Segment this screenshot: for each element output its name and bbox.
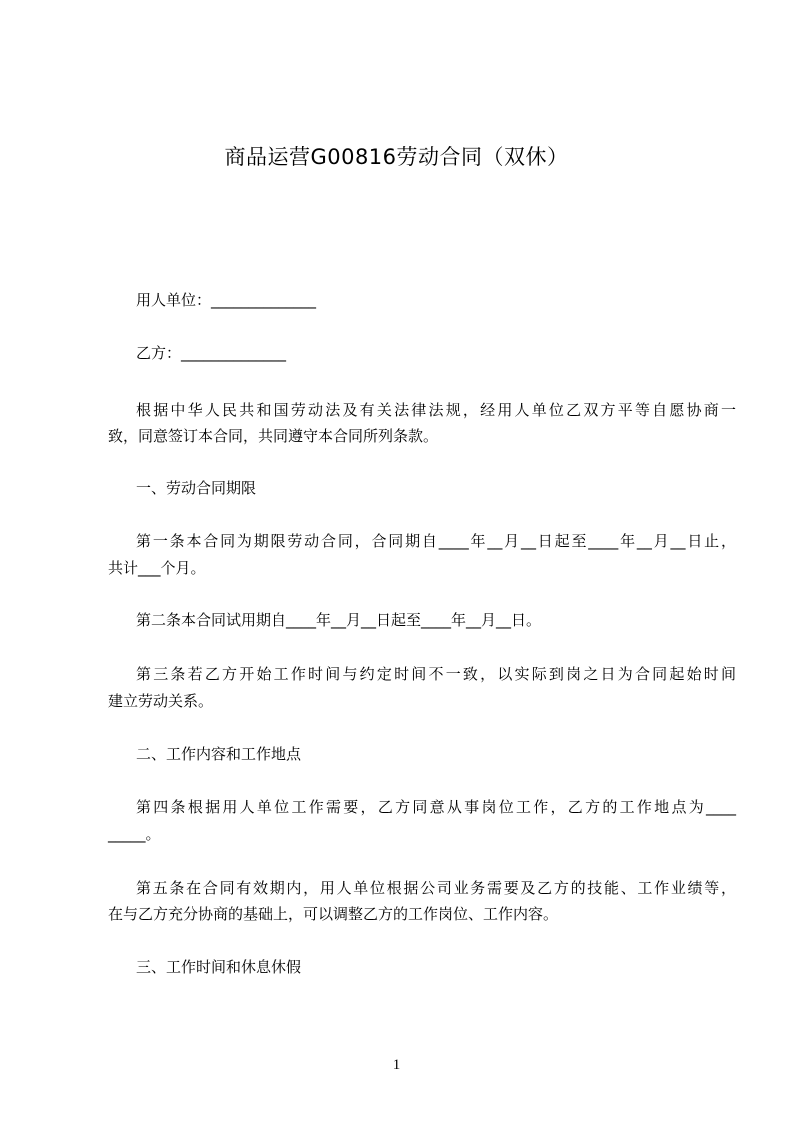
- document-title: 商品运营G00816劳动合同（双休）: [224, 145, 569, 169]
- section-3-heading: 三、工作时间和休息休假: [136, 958, 302, 976]
- section-1-heading: 一、劳动合同期限: [136, 479, 257, 497]
- section-2-heading: 二、工作内容和工作地点: [136, 745, 302, 763]
- party-b-field-line: 乙方：______________: [136, 344, 287, 362]
- article-2: 第二条本合同试用期自____年__月__日起至____年__月__日。: [136, 611, 542, 629]
- employer-field-line: 用人单位：______________: [136, 291, 317, 309]
- article-3-line-2: 建立劳动关系。: [108, 692, 214, 710]
- preamble-line-1: 根据中华人民共和国劳动法及有关法律法规，经用人单位乙双方平等自愿协商一: [136, 401, 736, 419]
- preamble-line-2: 致，同意签订本合同，共同遵守本合同所列条款。: [108, 427, 439, 445]
- article-3-line-1: 第三条若乙方开始工作时间与约定时间不一致，以实际到岗之日为合同起始时间: [136, 665, 736, 683]
- article-1-line-2: 共计___个月。: [108, 559, 206, 577]
- article-4-line-2: _____。: [108, 825, 161, 843]
- article-4-line-1: 第四条根据用人单位工作需要，乙方同意从事岗位工作，乙方的工作地点为____: [136, 798, 736, 816]
- article-5-line-2: 在与乙方充分协商的基础上，可以调整乙方的工作岗位、工作内容。: [108, 905, 559, 923]
- article-1-line-1: 第一条本合同为期限劳动合同，合同期自____年__月__日起至____年__月__日止，: [136, 532, 736, 550]
- article-5-line-1: 第五条在合同有效期内，用人单位根据公司业务需要及乙方的技能、工作业绩等，: [136, 879, 736, 897]
- page-number: 1: [392, 1057, 401, 1073]
